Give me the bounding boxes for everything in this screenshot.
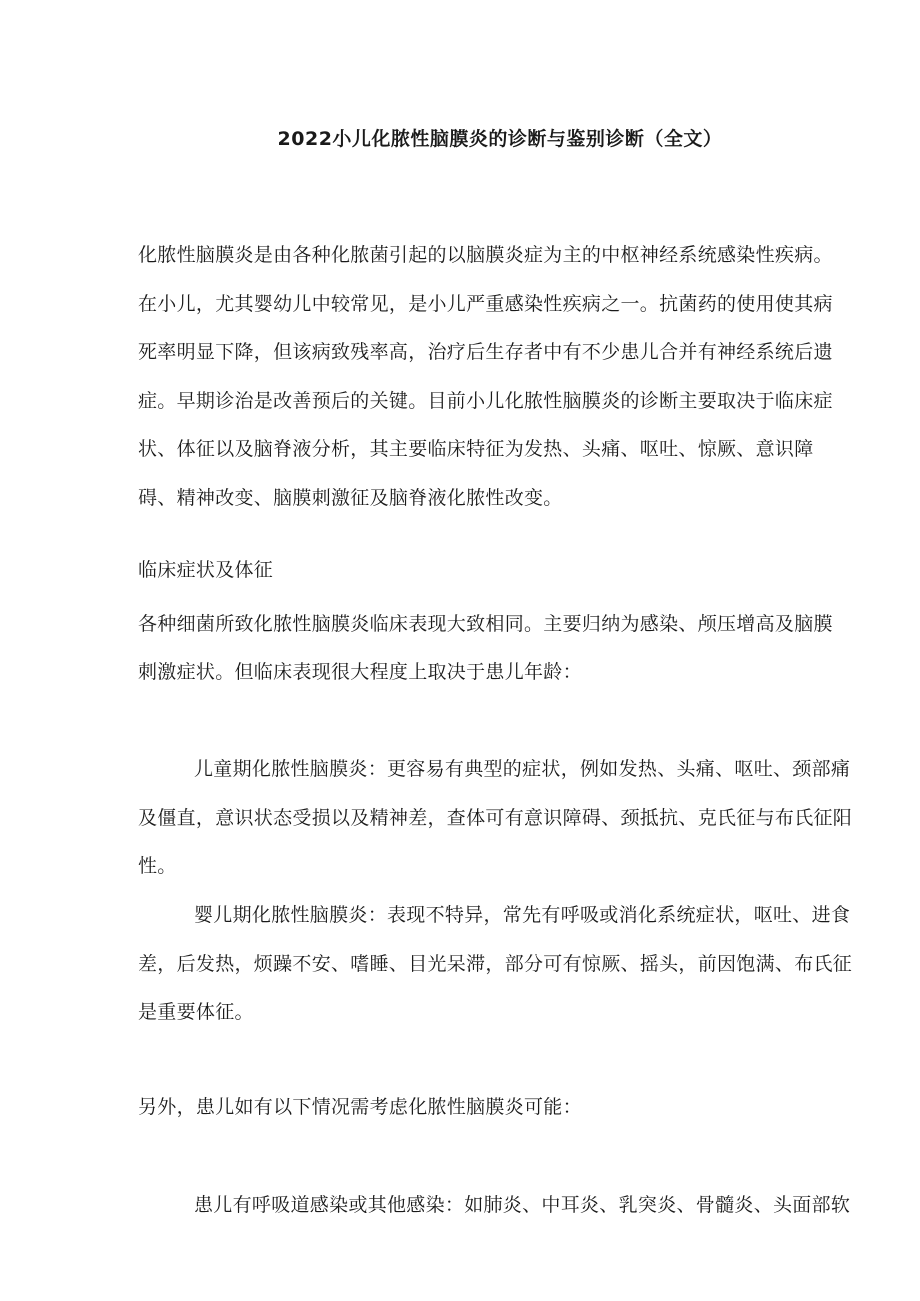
child-paragraph (138, 745, 878, 891)
paragraph-line: 差，后发热，烦躁不安、嗜睡、目光呆滞，部分可有惊厥、摇头，前因饱满、布氏征 (138, 952, 853, 975)
document-title: 2022小儿化脓性脑膜炎的诊断与鉴别诊断（全文） (277, 128, 723, 150)
paragraph-line: 患儿有呼吸道感染或其他感染：如肺炎、中耳炎、乳突炎、骨髓炎、头面部软 (194, 1194, 851, 1216)
section-heading (138, 555, 878, 585)
also-paragraph (138, 1092, 878, 1122)
paragraph-line: 症。早期诊治是改善预后的关键。目前小儿化脓性脑膜炎的诊断主要取决于临床症 (138, 389, 833, 412)
paragraph-line: 状、体征以及脑脊液分析，其主要临床特征为发热、头痛、呕吐、惊厥、意识障 (138, 438, 814, 460)
paragraph-line: 婴儿期化脓性脑膜炎：表现不特异，常先有呼吸或消化系统症状，呕吐、进食 (194, 904, 851, 926)
infant-paragraph (138, 891, 878, 1037)
paragraph-line: 另外，患儿如有以下情况需考虑化脓性脑膜炎可能： (138, 1096, 582, 1118)
intro-paragraph (138, 231, 878, 522)
paragraph-line: 及僵直，意识状态受损以及精神差，查体可有意识障碍、颈抵抗、克氏征与布氏征阳 (138, 806, 853, 829)
paragraph-line: 儿童期化脓性脑膜炎：更容易有典型的症状，例如发热、头痛、呕吐、颈部痛 (194, 758, 851, 780)
paragraph-line: 性。 (138, 855, 177, 877)
paragraph-line: 碍、精神改变、脑膜刺激征及脑脊液化脓性改变。 (138, 486, 563, 509)
paragraph-line: 化脓性脑膜炎是由各种化脓菌引起的以脑膜炎症为主的中枢神经系统感染性疾病。 (138, 244, 833, 266)
paragraph-line: 各种细菌所致化脓性脑膜炎临床表现大致相同。主要归纳为感染、颅压增高及脑膜 (138, 613, 833, 635)
respiratory-paragraph (138, 1190, 878, 1220)
paragraph-line: 刺激症状。但临床表现很大程度上取决于患儿年龄： (138, 661, 582, 683)
paragraph-line: 死率明显下降，但该病致残率高，治疗后生存者中有不少患儿合并有神经系统后遗 (138, 341, 833, 363)
paragraph-line: 是重要体征。 (138, 1001, 254, 1023)
paragraph-line: 在小儿，尤其婴幼儿中较常见，是小儿严重感染性疾病之一。抗菌药的使用使其病 (138, 292, 833, 315)
section-heading-text: 临床症状及体征 (138, 559, 274, 581)
section-paragraph (138, 600, 878, 696)
